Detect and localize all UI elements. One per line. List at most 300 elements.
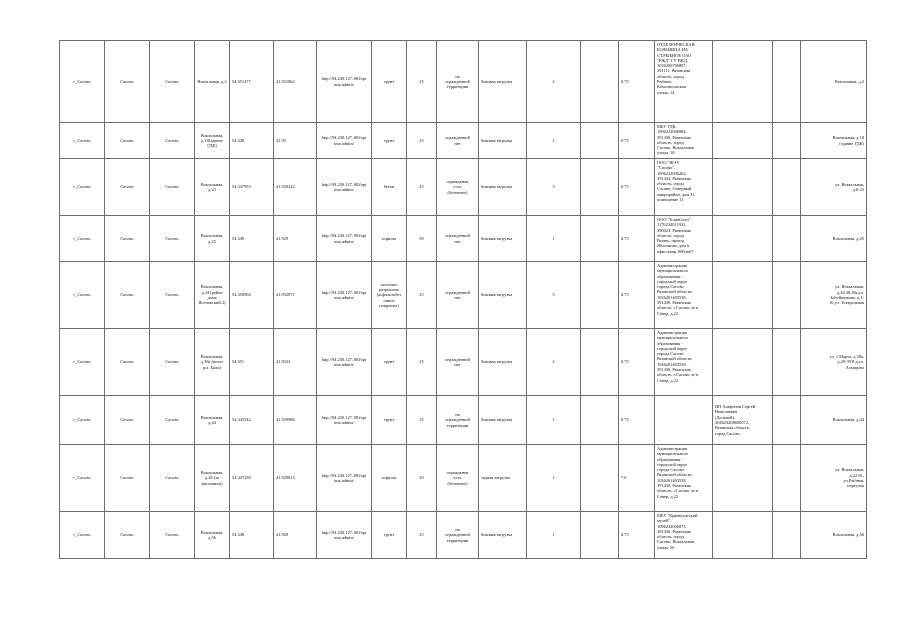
cell-text: 2: [552, 78, 555, 84]
table-cell: [317, 329, 372, 396]
table-cell: [773, 329, 801, 396]
table-cell: [437, 216, 479, 262]
table-cell: [437, 159, 479, 216]
table-cell: [195, 216, 230, 262]
table-cell: [105, 216, 150, 262]
cell-text: 41.929: [276, 235, 289, 241]
table-cell: [479, 262, 527, 329]
table-cell: [713, 41, 773, 123]
table-cell: [150, 41, 195, 123]
table-cell: [230, 216, 274, 262]
table-cell: [274, 445, 317, 512]
cell-text: на огражденной территории: [445, 412, 470, 428]
table-cell: [407, 159, 437, 216]
cell-text: Сасово: [165, 475, 179, 481]
table-cell: [60, 159, 105, 216]
cell-text: http://94.230.127.180/opt ima.admin/: [321, 472, 367, 483]
cell-text: 20: [419, 475, 424, 481]
cell-text: 54.351: [232, 359, 245, 365]
table-cell: [372, 216, 407, 262]
table-cell: [437, 396, 479, 445]
cell-text: Вокзальная, д.34 (район дома Ясеновский,3): [198, 284, 226, 306]
table-cell: [274, 41, 317, 123]
cell-text: Сасово: [120, 292, 134, 298]
table-cell: [407, 123, 437, 159]
table-cell: [527, 159, 581, 216]
table-cell: [195, 512, 230, 559]
table-cell: [773, 512, 801, 559]
table-cell: [274, 159, 317, 216]
table-cell: [317, 512, 372, 559]
cell-text: 54.349: [232, 235, 245, 241]
table-cell: [479, 159, 527, 216]
table-cell: [619, 41, 655, 123]
cell-text: ограждение есть (бетонное): [446, 470, 469, 486]
table-cell: [195, 445, 230, 512]
cell-text: грунт: [383, 417, 395, 423]
cell-text: грунт: [383, 359, 395, 365]
table-cell: [437, 512, 479, 559]
table-cell: [801, 41, 867, 123]
cell-text: асфальт: [381, 235, 397, 241]
cell-text: частично разрушено (асфальтобет онное покрытие): [376, 281, 402, 308]
cell-text: г_Сасово: [73, 78, 91, 84]
cell-text: 0.75: [621, 532, 629, 538]
table-cell: [407, 216, 437, 262]
table-cell: [372, 159, 407, 216]
table-cell: [801, 216, 867, 262]
cell-text: Вокзальная, д.2: [197, 78, 227, 84]
table-row: [60, 396, 867, 445]
table-cell: [713, 329, 773, 396]
table-cell: [801, 159, 867, 216]
table-row: [60, 445, 867, 512]
cell-text: 54.347953: [232, 184, 251, 190]
cell-text: Вокзальная, д.18 (здание ГДК): [832, 135, 864, 146]
table-cell: [581, 159, 619, 216]
table-cell: [195, 159, 230, 216]
cell-text: 41.928: [276, 532, 289, 538]
cell-text: http://94.230.127.180/opt ima.admin/: [321, 181, 367, 192]
table-cell: [581, 329, 619, 396]
table-cell: [773, 216, 801, 262]
cell-text: на огражденной территории: [445, 527, 470, 543]
table-cell: [619, 159, 655, 216]
table-row: [60, 262, 867, 329]
table-row: [60, 329, 867, 396]
table-cell: [407, 262, 437, 329]
table-cell: [581, 216, 619, 262]
cell-text: Сасово: [120, 235, 134, 241]
cell-text: г_Сасово: [73, 292, 91, 298]
table-cell: [527, 262, 581, 329]
cell-text: огражденной нет: [445, 289, 470, 300]
table-cell: [372, 396, 407, 445]
cell-text: Вокзальная, д.25: [200, 233, 224, 244]
table-cell: [60, 396, 105, 445]
table-cell: [105, 262, 150, 329]
table-cell: [479, 512, 527, 559]
table-cell: [317, 41, 372, 123]
cell-text: 41.930242: [276, 184, 295, 190]
table-cell: [274, 512, 317, 559]
cell-text: Сасово: [120, 137, 134, 143]
table-cell: [581, 512, 619, 559]
table-cell: [407, 41, 437, 123]
table-cell: [581, 445, 619, 512]
cell-text: 41.93: [276, 137, 286, 143]
data-table: [59, 40, 867, 559]
cell-text: ограждение есть (бетонное): [446, 179, 469, 195]
table-cell: [479, 123, 527, 159]
table-cell: [317, 123, 372, 159]
table-cell: [195, 329, 230, 396]
cell-text: 54.347238: [232, 475, 251, 481]
cell-text: 25: [419, 359, 424, 365]
cell-text: грунт: [383, 532, 395, 538]
cell-text: 0.75: [621, 359, 629, 365]
cell-text: г_Сасово: [73, 532, 91, 538]
table-cell: [437, 41, 479, 123]
table-cell: [150, 123, 195, 159]
cell-text: 3: [552, 292, 555, 298]
cell-text: 3: [552, 184, 555, 190]
table-cell: [105, 445, 150, 512]
table-cell: [437, 123, 479, 159]
cell-text: http://94.230.127.180/opt ima.admin/: [321, 414, 367, 425]
cell-text: 1: [552, 235, 555, 241]
table-cell: [801, 262, 867, 329]
table-cell: [655, 41, 713, 123]
cell-text: боковая загрузка: [481, 532, 513, 538]
table-cell: [230, 396, 274, 445]
table-cell: [479, 445, 527, 512]
cell-text: 54.348: [232, 137, 245, 143]
table-cell: [801, 396, 867, 445]
table-cell: [274, 329, 317, 396]
table-cell: [372, 123, 407, 159]
cell-text: боковая загрузка: [481, 137, 513, 143]
cell-text: 0.75: [621, 292, 629, 298]
cell-text: Сасово: [165, 78, 179, 84]
table-cell: [619, 396, 655, 445]
cell-text: http://94.230.127.180/opt ima.admin/: [321, 289, 367, 300]
table-cell: [230, 262, 274, 329]
table-cell: [619, 123, 655, 159]
table-row: [60, 123, 867, 159]
table-cell: [105, 159, 150, 216]
table-cell: [437, 262, 479, 329]
cell-text: Администрация муниципального образования - городской округ города Сасово Рязанской области, 1026201403538, 391430, Рязанская область, г.Сасово, м-н Север, д.22: [657, 263, 698, 316]
table-cell: [105, 512, 150, 559]
table-cell: [372, 329, 407, 396]
table-cell: [655, 512, 713, 559]
cell-text: Сасово: [120, 78, 134, 84]
table-cell: [479, 216, 527, 262]
table-cell: [773, 159, 801, 216]
cell-text: боковая загрузка: [481, 359, 513, 365]
table-cell: [581, 41, 619, 123]
cell-text: Вокзальная, д.56: [200, 529, 224, 540]
cell-text: Администрация муниципального образования - городской округ города Сасово Рязанской области, 1026201403538, 391430, Рязанская область, г.Сасово, м-н Север, д.22: [657, 446, 698, 499]
table-cell: [773, 262, 801, 329]
table-row: [60, 216, 867, 262]
table-cell: [317, 159, 372, 216]
table-cell: [407, 512, 437, 559]
table-cell: [195, 123, 230, 159]
cell-text: ООО "КлинСити", 1176234011931, 390023, Рязанская область, город Рязань, проезд Яблочкова, дом 6, офис/квар. 006/ю67: [657, 217, 694, 254]
cell-text: ул. Вокзальная, д.34,38,38а,ул. Забойщикова, д.1- 16,ул. Театральная: [829, 284, 864, 306]
cell-text: ИП Агафонов Сергей Николаевич (Деловой), 304623208600072, Рязанская область, город Сасово: [715, 404, 756, 436]
table-cell: [407, 396, 437, 445]
cell-text: 1: [552, 532, 555, 538]
table-cell: [372, 445, 407, 512]
table-cell: [581, 123, 619, 159]
cell-text: боковая загрузка: [481, 292, 513, 298]
table-cell: [527, 329, 581, 396]
table-cell: [581, 262, 619, 329]
table-cell: [195, 41, 230, 123]
cell-text: грунт: [383, 137, 395, 143]
cell-text: Сасово: [120, 475, 134, 481]
cell-text: Сасово: [165, 359, 179, 365]
table-cell: [105, 396, 150, 445]
table-cell: [150, 445, 195, 512]
table-row: [60, 159, 867, 216]
cell-text: 0.75: [621, 184, 629, 190]
cell-text: МБУ ГДК, 1096232006884, 391430, Рязанская область, город Сасово, Вокзальная улица, 18: [657, 124, 694, 156]
cell-text: Сасово: [165, 417, 179, 423]
cell-text: Вокзальная, д.23: [200, 181, 224, 192]
table-cell: [317, 262, 372, 329]
cell-text: боковая загрузка: [481, 235, 513, 241]
cell-text: 41.932871: [276, 292, 295, 298]
table-cell: [773, 396, 801, 445]
table-cell: [60, 512, 105, 559]
table-cell: [150, 396, 195, 445]
table-cell: [317, 216, 372, 262]
cell-text: 1: [552, 137, 555, 143]
cell-text: Сасово: [165, 235, 179, 241]
cell-text: на огражденной территории: [445, 73, 470, 90]
table-cell: [655, 262, 713, 329]
table-cell: [801, 123, 867, 159]
table-cell: [230, 445, 274, 512]
cell-text: ОТДЕЛЕНЧЕСКАЯ БОЛЬНИЦА НА СТ.РЫБНОЕ ОАО "РЖД" ГУ РЖД, 1026200796887, 391111, Рязанская область, город Рыбное, Комсомольская улица, 14: [657, 42, 695, 95]
cell-text: Сасово: [120, 184, 134, 190]
cell-text: 25: [419, 532, 424, 538]
table-cell: [773, 445, 801, 512]
cell-text: г_Сасово: [73, 235, 91, 241]
cell-text: Вокзальная, д.44: [832, 417, 864, 423]
table-cell: [713, 159, 773, 216]
table-cell: [619, 512, 655, 559]
table-cell: [713, 216, 773, 262]
table-cell: [713, 262, 773, 329]
table-cell: [655, 445, 713, 512]
cell-text: 41.931862: [276, 78, 295, 84]
table-cell: [195, 396, 230, 445]
cell-text: ул. Вокзальная, д.22-81, ул.Рыбная, переулок: [835, 467, 864, 489]
cell-text: http://94.230.127.180/opt ima.admin/: [321, 135, 367, 146]
cell-text: ООО "ЖЭУ "Сасово", 1096232006262, 391434, Рязанская область, город Сасово, Северный микрорайон, дом 31, помещение 11: [657, 160, 696, 203]
table-cell: [372, 512, 407, 559]
cell-text: г_Сасово: [73, 359, 91, 365]
cell-text: боковая загрузка: [481, 78, 513, 84]
table-cell: [713, 512, 773, 559]
table-cell: [801, 329, 867, 396]
cell-text: 1: [552, 475, 555, 481]
table-cell: [619, 445, 655, 512]
table-cell: [230, 512, 274, 559]
table-cell: [527, 123, 581, 159]
cell-text: 1: [552, 417, 555, 423]
cell-text: ул. Вокзальная, д.6-23: [835, 181, 864, 192]
table-cell: [230, 159, 274, 216]
cell-text: Сасово: [165, 184, 179, 190]
cell-text: http://94.230.127.180/opt ima.admin/: [321, 76, 367, 87]
table-cell: [479, 396, 527, 445]
cell-text: грунт: [383, 78, 395, 84]
cell-text: боковая загрузка: [481, 184, 513, 190]
table-cell: [317, 396, 372, 445]
cell-text: Сасово: [120, 532, 134, 538]
cell-text: огражденной нет: [445, 356, 470, 367]
table-cell: [527, 445, 581, 512]
table-cell: [60, 445, 105, 512]
cell-text: 50: [419, 235, 424, 241]
table-cell: [150, 216, 195, 262]
table-cell: [773, 123, 801, 159]
table-cell: [801, 512, 867, 559]
table-cell: [230, 123, 274, 159]
table-cell: [479, 41, 527, 123]
table-cell: [105, 123, 150, 159]
cell-text: бетон: [383, 184, 395, 190]
table-cell: [60, 216, 105, 262]
table-cell: [150, 512, 195, 559]
cell-text: Вокзальная, д.18(здание ГДК): [200, 132, 224, 149]
cell-text: 25: [419, 417, 424, 423]
table-cell: [60, 41, 105, 123]
cell-text: Вокзальная, д.56: [832, 532, 864, 538]
cell-text: ул. 1 Марта, д.38а, д.29-39/8 д,ул. Ахмарова: [829, 354, 864, 370]
table-cell: [105, 41, 150, 123]
cell-text: Сасово: [120, 417, 134, 423]
cell-text: г_Сасово: [73, 184, 91, 190]
cell-text: 0.75: [621, 417, 629, 423]
table-cell: [801, 445, 867, 512]
cell-text: 25: [419, 292, 424, 298]
cell-text: 2: [552, 359, 555, 365]
table-cell: [60, 123, 105, 159]
cell-text: 54.351477: [232, 78, 251, 84]
table-cell: [479, 329, 527, 396]
cell-text: Вокзальная, д.38а (возле р/а. Бали): [200, 354, 224, 370]
cell-text: асфальт: [381, 475, 397, 481]
cell-text: г_Сасово: [73, 137, 91, 143]
table-cell: [372, 262, 407, 329]
cell-text: 0.75: [621, 235, 629, 241]
table-cell: [372, 41, 407, 123]
cell-text: Вокзальная, д.45 (за магазином): [200, 470, 224, 486]
cell-text: 7.6: [621, 475, 627, 481]
table-cell: [655, 329, 713, 396]
table-cell: [274, 123, 317, 159]
table-cell: [655, 396, 713, 445]
table-cell: [619, 216, 655, 262]
table-cell: [407, 329, 437, 396]
cell-text: http://94.230.127.180/opt ima.admin/: [321, 529, 367, 540]
table-cell: [527, 41, 581, 123]
cell-text: Вокзальная, д.25: [832, 235, 864, 241]
cell-text: Сасово: [165, 532, 179, 538]
cell-text: Вокзальная, д.2: [834, 78, 864, 84]
table-cell: [655, 159, 713, 216]
cell-text: 54.350904: [232, 292, 251, 298]
cell-text: г_Сасово: [73, 417, 91, 423]
table-cell: [713, 123, 773, 159]
cell-text: 41.9332: [276, 359, 291, 365]
cell-text: 0.75: [621, 78, 629, 84]
table-cell: [150, 262, 195, 329]
cell-text: Сасово: [165, 292, 179, 298]
table-cell: [527, 512, 581, 559]
table-cell: [655, 216, 713, 262]
cell-text: Администрация муниципального образования - городской округ города Сасово Рязанской области, 1026201403538, 391430, Рязанская область, г.Сасово, м-н Север, д.22: [657, 330, 698, 383]
table-cell: [407, 445, 437, 512]
cell-text: Вокзальная, д.44: [200, 414, 224, 425]
cell-text: г_Сасово: [73, 475, 91, 481]
table-cell: [230, 329, 274, 396]
table-cell: [274, 396, 317, 445]
table-cell: [581, 396, 619, 445]
table-cell: [105, 329, 150, 396]
cell-text: 41.929814: [276, 475, 295, 481]
table-cell: [437, 445, 479, 512]
cell-text: огражденной нет: [445, 233, 470, 244]
table-cell: [274, 216, 317, 262]
cell-text: Сасово: [165, 137, 179, 143]
table-row: [60, 41, 867, 123]
cell-text: 54.345542: [232, 417, 251, 423]
table-cell: [773, 41, 801, 123]
table-cell: [437, 329, 479, 396]
table-cell: [150, 329, 195, 396]
table-cell: [713, 396, 773, 445]
cell-text: 54.348: [232, 532, 245, 538]
table-cell: [150, 159, 195, 216]
cell-text: 25: [419, 184, 424, 190]
table-cell: [619, 329, 655, 396]
cell-text: боковая загрузка: [481, 417, 513, 423]
cell-text: огражденной нет: [445, 135, 470, 146]
table-cell: [619, 262, 655, 329]
table-cell: [713, 445, 773, 512]
cell-text: 25: [419, 137, 424, 143]
table-cell: [195, 262, 230, 329]
table-cell: [655, 123, 713, 159]
table-cell: [60, 329, 105, 396]
table-cell: [274, 262, 317, 329]
cell-text: 0.75: [621, 137, 629, 143]
cell-text: МБУ "Краеведческий музей", 1096232006073, 391430, Рязанская область, город Сасово, Вокзальная улица, 56: [657, 513, 698, 550]
table-cell: [230, 41, 274, 123]
table-cell: [527, 216, 581, 262]
cell-text: 25: [419, 78, 424, 84]
cell-text: http://94.230.127.180/opt ima.admin/: [321, 233, 367, 244]
table-cell: [60, 262, 105, 329]
